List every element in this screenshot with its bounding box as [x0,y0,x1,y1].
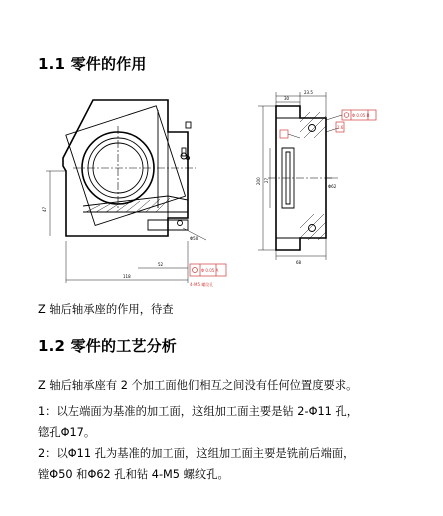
dim-side-bottom: 68 [296,260,302,265]
dim-side-offset: 1.6 [337,125,344,130]
dim-side-bore: Φ62 [328,184,337,189]
dim-width-total: 118 [123,274,131,279]
section-heading-1: 1.1 零件的作用 [38,55,147,73]
dim-height-total: 200 [256,177,261,185]
tol-box-1: Φ 0.05 B [352,113,370,118]
paragraph-group2-line1: 2：以Φ11 孔为基准的加工面，这组加工面主要是铣前后端面， [38,447,355,460]
front-view [42,100,226,287]
figure-caption: Z 轴后轴承座的作用，待查 [38,303,174,316]
section-heading-2: 1.2 零件的工艺分析 [38,337,177,355]
paragraph-group1-line1: 1：以左端面为基准的加工面，这组加工面主要是钻 2-Φ11 孔， [38,405,359,418]
dim-bore: Φ50 [190,236,199,241]
paragraph-group2-line2: 镗Φ50 和Φ62 孔和钻 4-M5 螺纹孔。 [38,468,229,481]
tol-note: 4-M5 螺纹孔 [190,282,214,287]
side-view [256,90,376,265]
tol-box-2: Φ 0.05 A [201,268,219,273]
technical-drawing [38,88,383,288]
dim-hole-spacing: 27 [264,177,269,183]
dim-left-height: 47 [42,206,47,212]
paragraph-group1-line2: 锪孔Φ17。 [38,426,96,439]
dim-side-width: 30 [284,96,290,101]
paragraph-intro: Z 轴后轴承座有 2 个加工面他们相互之间没有任何位置度要求。 [38,379,358,392]
dim-offset: 52 [158,262,164,267]
dim-side-top: 23.5 [304,90,313,95]
